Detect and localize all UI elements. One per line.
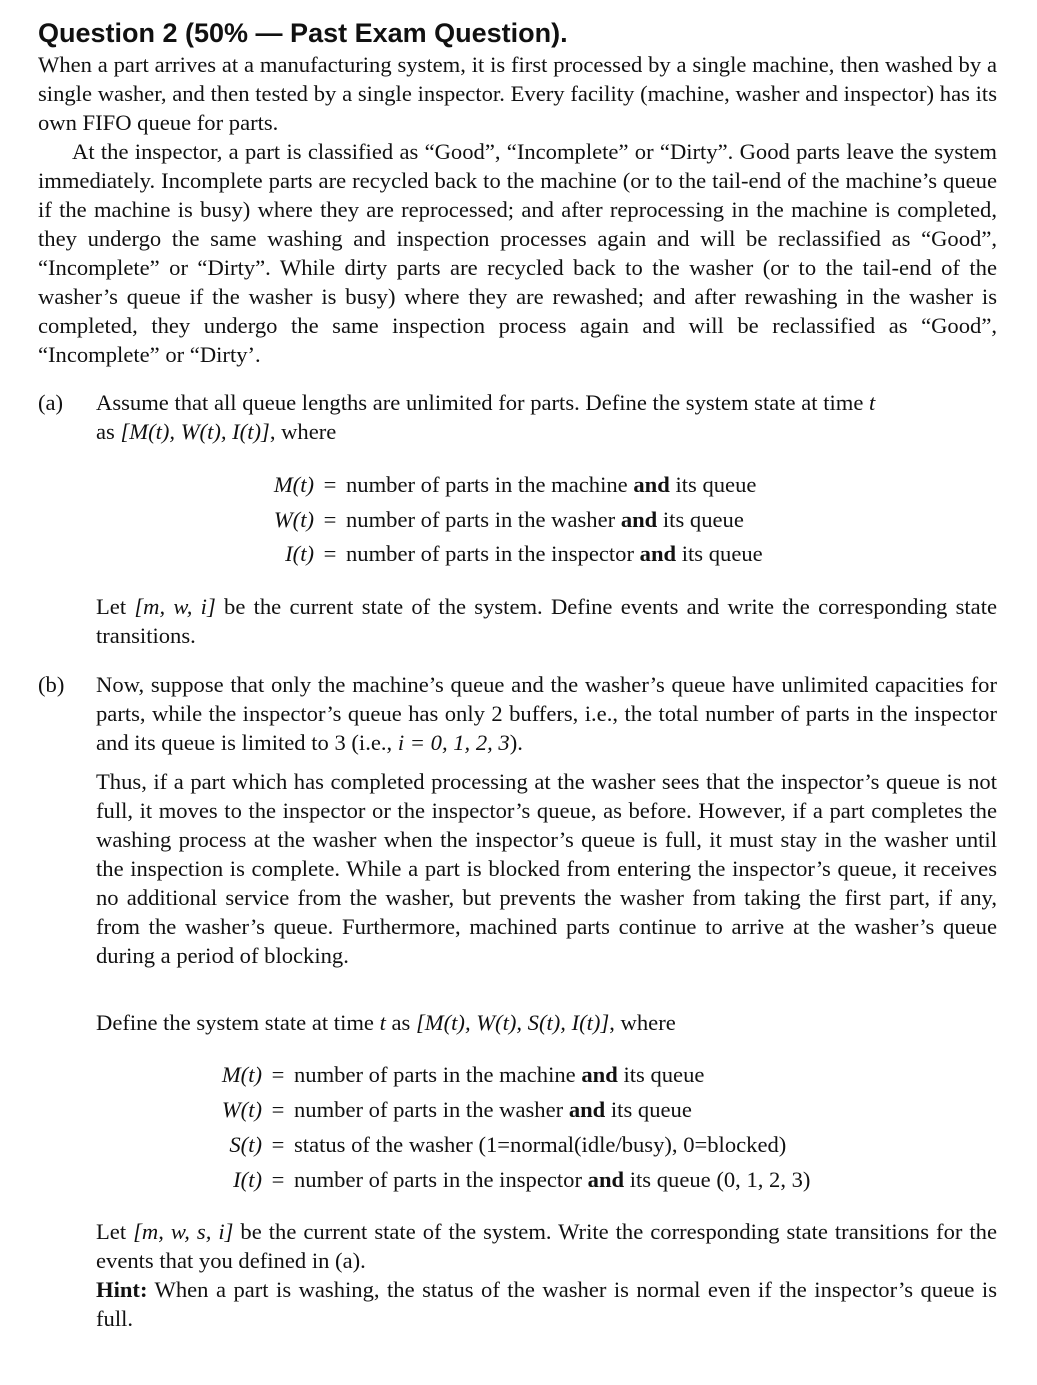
part-b-label: (b): [38, 672, 65, 697]
hint-text: When a part is washing, the status of the washer is normal even if the inspector’s queue is full.: [96, 1277, 997, 1331]
definition-row: W(t) = number of parts in the washer and its queue: [221, 1097, 692, 1122]
part-b-paragraph-1: Now, suppose that only the machine’s queue and the washer’s queue have unlimited capacities for parts, while the inspector’s queue has only 2 buffers, i.e., the total number of parts in the inspector and its queue is limited to 3 (i.e., i = 0, 1, 2, 3).: [96, 672, 997, 755]
definition-row: I(t) = number of parts in the inspector and its queue: [285, 541, 763, 566]
hint-label: Hint:: [96, 1277, 148, 1302]
part-a-intro: Assume that all queue lengths are unlimited for parts. Define the system state at time t as [M(t), W(t), I(t)], where: [96, 390, 876, 444]
part-b-task: Let [m, w, s, i] be the current state of the system. Write the corresponding state transitions for the events that you defined in (a). Hint: When a part is washing, the status of the washer is normal even if the inspector’s queue is full.: [96, 1219, 997, 1331]
definition-row: M(t) = number of parts in the machine and its queue: [221, 1062, 705, 1087]
definition-row: W(t) = number of parts in the washer and its queue: [273, 507, 744, 532]
part-a-task: Let [m, w, i] be the current state of the system. Define events and write the corresponding state transitions.: [96, 594, 997, 648]
part-a-label: (a): [38, 390, 64, 415]
part-b-state-definition: Define the system state at time t as [M(t), W(t), S(t), I(t)], where: [96, 1010, 676, 1035]
part-b-paragraph-2: Thus, if a part which has completed processing at the washer sees that the inspector’s queue is not full, it moves to the inspector or the inspector’s queue, as before. However, if a part completes the washing process at the washer when the inspector’s queue is full, it must stay in the washer until the inspection is complete. While a part is blocked from entering the inspector’s queue, it receives no additional service from the washer, but prevents the washer from taking the first part, if any, from the washer’s queue. Furthermore, machined parts continue to arrive at the washer’s queue during a period of blocking.: [96, 769, 997, 968]
intro-paragraph-1: When a part arrives at a manufacturing system, it is first processed by a single machine, then washed by a single washer, and then tested by a single inspector. Every facility (machine, washer and inspector) has its own FIFO queue for parts.: [38, 52, 997, 135]
definition-row: S(t) = status of the washer (1=normal(idle/busy), 0=blocked): [229, 1132, 787, 1157]
intro-paragraph-2: At the inspector, a part is classified as “Good”, “Incomplete” or “Dirty”. Good parts leave the system immediately. Incomplete parts are recycled back to the machine (or to the tail-end of the machine’s queue if the machine is busy) where they are reprocessed; and after reprocessing in the machine is completed, they undergo the same washing and inspection processes again and will be reclassified as “Good”, “Incomplete” or “Dirty”. While dirty parts are recycled back to the washer (or to the tail-end of the washer’s queue if the washer is busy) where they are rewashed; and after rewashing in the washer is completed, they undergo the same inspection process again and will be reclassified as “Good”, “Incomplete” or “Dirty’.: [38, 139, 997, 367]
question-title: Question 2 (50% — Past Exam Question).: [38, 18, 568, 48]
definition-row: M(t) = number of parts in the machine and its queue: [273, 472, 757, 497]
definition-row: I(t) = number of parts in the inspector and its queue (0, 1, 2, 3): [233, 1167, 811, 1192]
